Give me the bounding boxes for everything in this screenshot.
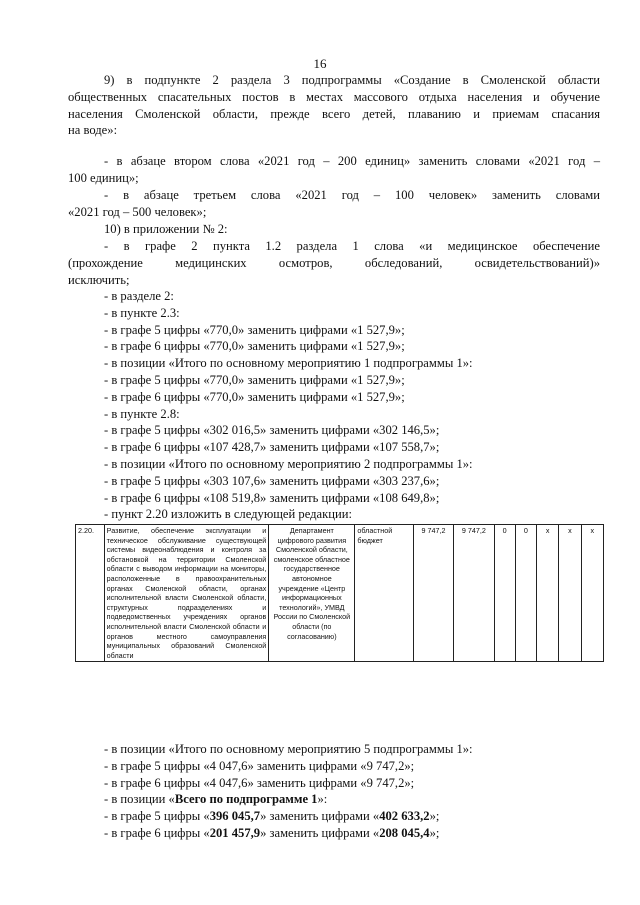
text-part: - в графе 5 цифры «: [104, 809, 210, 824]
grafa-2-paragraph: [68, 238, 600, 288]
text-part: » заменить цифрами «: [260, 809, 380, 824]
text-part: »:: [317, 792, 328, 807]
list-item: [68, 825, 600, 842]
list-item: - в позиции «Итого по основному мероприятию 1 подпрограммы 1»:: [104, 356, 473, 371]
cell-number: 2.20.: [76, 525, 105, 662]
item-10-line: 10) в приложении № 2:: [104, 222, 228, 236]
intro-paragraph: [68, 72, 600, 139]
list-item: - в графе 5 цифры «4 047,6» заменить цифрами «9 747,2»;: [104, 758, 415, 773]
cell-event-name: Развитие, обеспечение эксплуатации и техническое обслуживание существующей системы видеонаблюдения и контроля за обстановкой на территории Смоленской области с выводом информации на мониторы, расположенные в правоохранительных органах Смоленской области, органах исполнительной власти Смоленской области, структурных подразделениях и подведомственных учреждениях органов исполнительной власти Смоленской области и органов местного самоуправления муниципальных образований Смоленской области: [104, 525, 269, 662]
cell-year-1: 9 747,2: [454, 525, 494, 662]
list-item: - в графе 6 цифры «108 519,8» заменить цифрами «108 649,8»;: [104, 490, 440, 505]
list-item: - в позиции «Итого по основному мероприятию 5 подпрограммы 1»:: [104, 742, 473, 756]
bold-text: Всего по подпрограмме 1: [174, 792, 318, 807]
bold-number: 208 045,4: [379, 825, 430, 840]
grafa-2-line-3: исключить;: [68, 272, 130, 287]
list-item: - в пункте 2.3:: [104, 305, 180, 320]
text-part: »;: [429, 825, 440, 840]
abzac-3-paragraph: [68, 187, 600, 221]
cell-indicator-1: х: [536, 525, 558, 662]
cell-total: 9 747,2: [413, 525, 453, 662]
cell-year-2: 0: [494, 525, 515, 662]
inserted-table: [75, 524, 604, 662]
grafa-2-line-2: (прохождение медицинских осмотров, обследований, освидетельствований)»: [68, 255, 600, 270]
list-item: - в пункте 2.8:: [104, 406, 180, 421]
cell-indicator-3: х: [581, 525, 603, 662]
table-row: [76, 525, 604, 662]
list-item: - в графе 5 цифры «770,0» заменить цифрами «1 527,9»;: [104, 322, 405, 337]
list-item: - в графе 5 цифры «302 016,5» заменить цифрами «302 146,5»;: [104, 423, 440, 438]
text-part: » заменить цифрами «: [260, 825, 380, 840]
cell-funding-source: областной бюджет: [355, 525, 413, 662]
amendment-list: [68, 288, 600, 523]
list-item: - пункт 2.20 изложить в следующей редакции:: [104, 507, 352, 522]
abzac-2-line-1: - в абзаце втором слова «2021 год – 200 единиц» заменить словами «2021 год –: [104, 154, 600, 168]
text-part: - в позиции «: [104, 792, 175, 807]
text-part: »;: [429, 809, 440, 824]
intro-line-4: на воде»:: [68, 123, 118, 138]
cell-year-3: 0: [515, 525, 536, 662]
bold-number: 402 633,2: [379, 809, 430, 824]
intro-line-2: общественных спасательных постов в местах массового отдыха населения и обучение: [68, 89, 600, 104]
abzac-2-line-2: 100 единиц»;: [68, 170, 139, 185]
intro-line-3: населения Смоленской области, прежде всего детей, плаванию и приемам спасания: [68, 106, 600, 121]
list-item: [68, 808, 600, 825]
list-item: - в графе 6 цифры «770,0» заменить цифрами «1 527,9»;: [104, 339, 405, 354]
list-item: - в графе 6 цифры «4 047,6» заменить цифрами «9 747,2»;: [104, 775, 415, 790]
text-part: - в графе 6 цифры «: [104, 825, 210, 840]
list-item: - в графе 5 цифры «303 107,6» заменить цифрами «303 237,6»;: [104, 473, 440, 488]
cell-executor: Департамент цифрового развития Смоленской области, смоленское областное государственное автономное учреждение «Центр информационных технологий», УМВД России по Смоленской области (по согласованию): [269, 525, 355, 662]
after-table-list: [68, 741, 600, 842]
abzac-3-line-1: - в абзаце третьем слова «2021 год – 100 человек» заменить словами: [104, 188, 600, 202]
list-item: - в графе 6 цифры «770,0» заменить цифрами «1 527,9»;: [104, 389, 405, 404]
cell-indicator-2: х: [559, 525, 581, 662]
intro-line-1: 9) в подпункте 2 раздела 3 подпрограммы «Создание в Смоленской области: [104, 73, 600, 87]
list-item: - в графе 5 цифры «770,0» заменить цифрами «1 527,9»;: [104, 372, 405, 387]
page-number: 16: [313, 56, 327, 71]
list-item: [68, 791, 600, 808]
abzac-3-line-2: «2021 год – 500 человек»;: [68, 204, 207, 219]
list-item: - в графе 6 цифры «107 428,7» заменить цифрами «107 558,7»;: [104, 440, 440, 455]
abzac-2-paragraph: [68, 153, 600, 187]
list-item: - в позиции «Итого по основному мероприятию 2 подпрограммы 1»:: [104, 456, 473, 471]
bold-number: 396 045,7: [209, 809, 261, 824]
item-10-paragraph: [68, 221, 600, 238]
list-item: - в разделе 2:: [104, 289, 174, 303]
grafa-2-line-1: - в графе 2 пункта 1.2 раздела 1 слова «и медицинское обеспечение: [104, 239, 600, 253]
bold-number: 201 457,9: [209, 825, 261, 840]
